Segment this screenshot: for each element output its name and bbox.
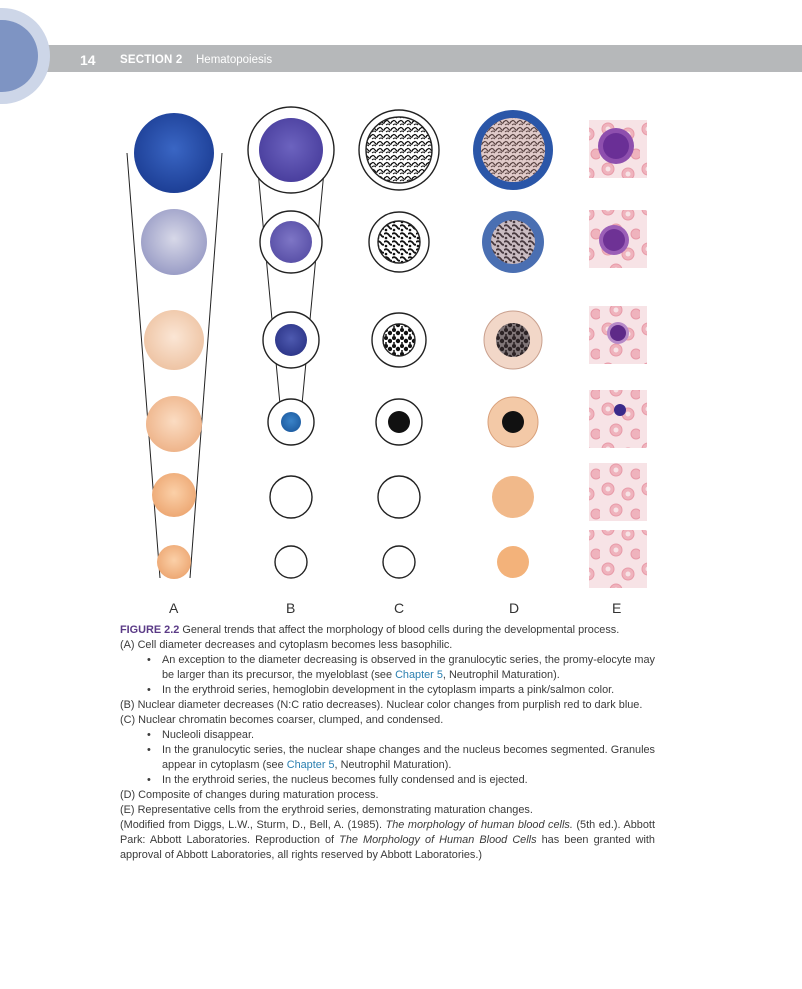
column-label-c: C [394,600,405,616]
cell-d6 [497,546,529,578]
micrograph-e5 [589,463,647,521]
nucleus-c4 [388,411,410,433]
cell-b6 [275,546,307,578]
cell-a2 [141,209,207,275]
nucleus-c3 [383,324,415,356]
column-d-cells [473,110,553,578]
nucleus-b4 [281,412,301,432]
figure-caption [120,623,655,863]
micrograph-e6 [589,530,647,588]
caption-bullet-a1: • An exception to the diameter decreasing is observed in the granulocytic series, the promy-elocyte may be larger than its precursor, the myeloblast (see Chapter 5, Neutrophil Maturation). [120,653,655,683]
nucleus-c1 [366,117,432,183]
caption-item-c: (C) Nuclear chromatin becomes coarser, clumped, and condensed. [120,714,444,726]
chapter-5-link[interactable]: Chapter 5 [395,669,443,681]
chapter-5-link[interactable]: Chapter 5 [286,759,335,771]
caption-credit: (Modified from Diggs, L.W., Sturm, D., Bell, A. (1985). The morphology of human blood cells. (5th ed.). Abbott Park: Abbott Laboratories. Reproduction of The Morphology of Human Blood Cells has been granted with approval of Abbott Laboratories, all rights reserved by Abbott Laboratories.) [120,819,655,861]
caption-bullet-a2: • In the erythroid series, hemoglobin development in the cytoplasm imparts a pink/salmon color. [120,683,655,698]
figure-label: FIGURE 2.2 [120,624,180,636]
column-label-b: B [286,600,296,616]
page-number: 14 [80,52,96,68]
caption-item-b: (B) Nuclear diameter decreases (N:C ratio decreases). Nuclear color changes from purplish red to dark blue. [120,699,643,711]
cell-c5 [378,476,420,518]
column-b-cells [248,107,334,578]
cell-b5 [270,476,312,518]
caption-intro: FIGURE 2.2 General trends that affect the morphology of blood cells during the developmental process. [120,624,620,636]
caption-item-d: (D) Composite of changes during maturation process. [120,789,379,801]
cell-c6 [383,546,415,578]
caption-item-e: (E) Representative cells from the erythroid series, demonstrating maturation changes. [120,804,533,816]
cell-a3 [144,310,204,370]
column-e-micrographs [589,120,647,588]
column-c-cells [359,110,439,578]
section-title: Hematopoiesis [196,54,273,66]
cell-a6 [157,545,191,579]
section-label: SECTION 2 [120,54,183,66]
caption-bullet-c2: • In the granulocytic series, the nuclear shape changes and the nucleus becomes segmented. Granules appear in cytoplasm (see Chapter 5, Neutrophil Maturation). [120,743,655,773]
column-label-e: E [612,600,622,616]
nucleus-c2 [378,221,420,263]
column-label-d: D [509,600,520,616]
cell-a4 [146,396,202,452]
micrograph-e4 [589,390,647,448]
cell-a5 [152,473,196,517]
column-label-a: A [169,600,179,616]
nucleus-b3 [275,324,307,356]
cell-d5 [492,476,534,518]
cell-a1 [134,113,214,193]
caption-bullet-c3: • In the erythroid series, the nucleus becomes fully condensed and is ejected. [120,773,655,788]
nucleus-d4 [502,411,524,433]
caption-item-a: (A) Cell diameter decreases and cytoplasm becomes less basophilic. [120,639,453,651]
nucleus-b2 [270,221,312,263]
nucleus-b1 [259,118,323,182]
caption-bullet-c1: • Nucleoli disappear. [120,728,655,743]
column-a-cells [127,113,222,579]
